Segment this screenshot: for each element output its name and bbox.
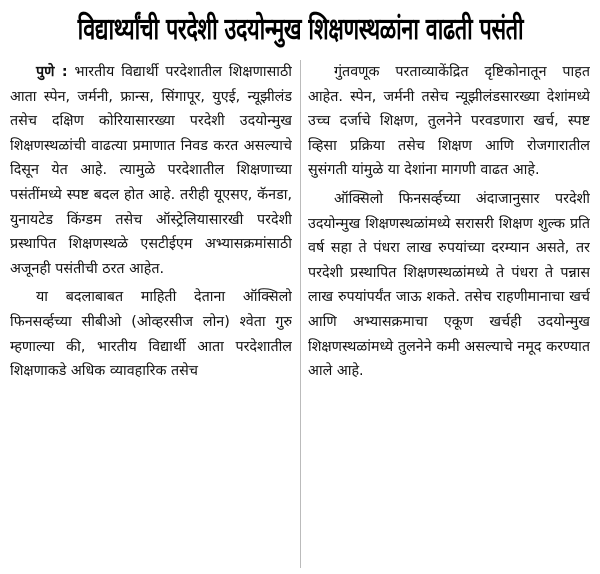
dateline: पुणे : xyxy=(36,64,68,80)
left-paragraph-1 xyxy=(10,60,292,281)
left-column xyxy=(10,60,292,568)
right-column xyxy=(308,60,590,568)
article-body xyxy=(10,60,590,568)
right-paragraph-1: गुंतवणूक परताव्याकेंद्रित दृष्टिकोनातून पाहत आहेत. स्पेन, जर्मनी तसेच न्यूझीलंडसारख्या देशांमध्ये उच्च दर्जाचे शिक्षण, तुलनेने परवडणारा खर्च, स्पष्ट व्हिसा प्रक्रिया तसेच शिक्षण आणि रोजगारातील सुसंगती यांमुळे या देशांना मागणी वाढत आहे. xyxy=(308,64,590,179)
right-paragraph-2: ऑक्सिलो फिनसर्व्हच्या अंदाजानुसार परदेशी उदयोन्मुख शिक्षणस्थळांमध्ये सरासरी शिक्षण शुल्क प्रति वर्ष सहा ते पंधरा लाख रुपयांच्या दरम्यान असते, तर परदेशी प्रस्थापित शिक्षणस्थळांमध्ये ते पंधरा ते पन्नास लाख रुपयांपर्यंत जाऊ शकते. तसेच राहणीमानाचा खर्च आणि अभ्यासक्रमाचा एकूण खर्चही उदयोन्मुख शिक्षणस्थळांमध्ये तुलनेने कमी असल्याचे नमूद करण्यात आले आहे. xyxy=(308,190,590,380)
left-paragraph-2: या बदलाबाबत माहिती देताना ऑक्सिलो फिनसर्व्हच्या सीबीओ (ओव्हरसीज लोन) श्वेता गुरु म्हणाल्या की, भारतीय विद्यार्थी आता परदेशातील शिक्षणाकडे अधिक व्यावहारिक तसेच xyxy=(10,289,292,380)
column-divider xyxy=(300,60,301,568)
article-headline: विद्यार्थ्यांची परदेशी उदयोन्मुख शिक्षणस्थळांना वाढती पसंती xyxy=(77,12,523,47)
left-paragraph-1-text: भारतीय विद्यार्थी परदेशातील शिक्षणासाठी आता स्पेन, जर्मनी, फ्रान्स, सिंगापूर, युएई, न्यूझीलंड तसेच दक्षिण कोरियासारख्या परदेशी उदयोन्मुख शिक्षणस्थळांची वाढत्या प्रमाणात निवड करत असल्याचे दिसून येत आहे. त्यामुळे परदेशातील शिक्षणाच्या पसंतींमध्ये स्पष्ट बदल होत आहे. तरीही यूएसए, कॅनडा, युनायटेड किंग्डम तसेच ऑस्ट्रेलियासारखी परदेशी प्रस्थापित शिक्षणस्थळे एसटीईएम अभ्यासक्रमांसाठी अजूनही पसंतीची ठरत आहेत. xyxy=(10,64,292,277)
headline-container xyxy=(6,6,594,54)
